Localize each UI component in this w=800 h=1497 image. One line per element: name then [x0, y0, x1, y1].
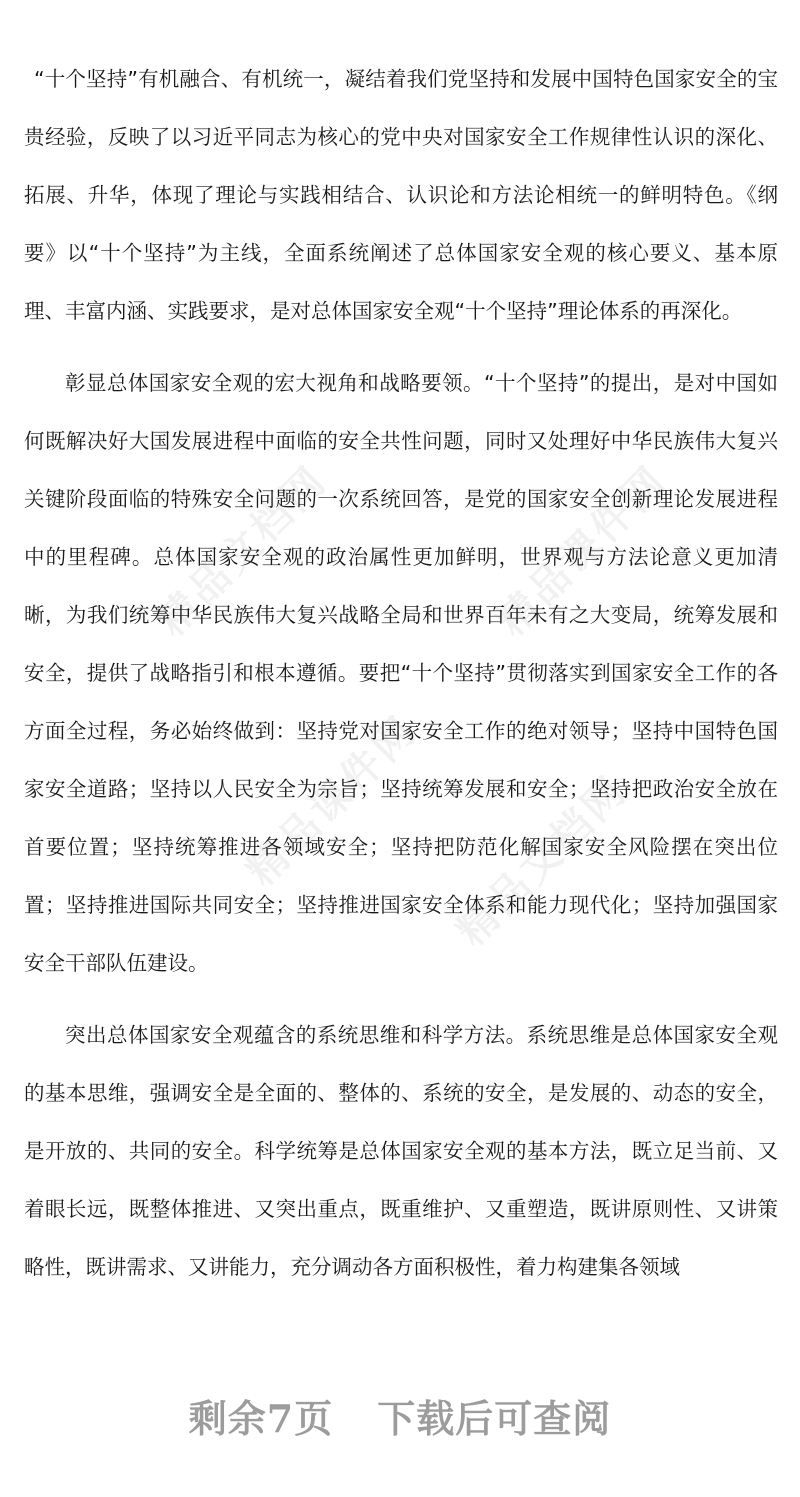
- watermark-text: 精品课件网: [238, 706, 427, 896]
- watermark-text: 精品文档网: [448, 766, 637, 956]
- download-hint-label: 下载后可查阅: [377, 1396, 612, 1441]
- paragraph: 彰显总体国家安全观的宏大视角和战略要领。“十个坚持”的提出，是对中国如何既解决好大国发展进程中面临的安全共性问题，同时又处理好中华民族伟大复兴关键阶段面临的特殊安全问题的一次系统回答，是党的国家安全创新理论发展进程中的里程碑。总体国家安全观的政治属性更加鲜明，世界观与方法论意义更加清晰，为我们统筹中华民族伟大复兴战略全局和世界百年未有之大变局，统筹发展和安全，提供了战略指引和根本遵循。要把“十个坚持”贯彻落实到国家安全工作的各方面全过程，务必始终做到：坚持党对国家安全工作的绝对领导；坚持中国特色国家安全道路；坚持以人民安全为宗旨；坚持统筹发展和安全；坚持把政治安全放在首要位置；坚持统筹推进各领域安全；坚持把防范化解国家安全风险摆在突出位置；坚持推进国际共同安全；坚持推进国家安全体系和能力现代化；坚持加强国家安全干部队伍建设。: [24, 371, 778, 975]
- remaining-pages-notice[interactable]: [0, 1388, 800, 1443]
- watermark-text: 精品文档网: [148, 456, 337, 646]
- paragraph: 突出总体国家安全观蕴含的系统思维和科学方法。系统思维是总体国家安全观的基本思维，强调安全是全面的、整体的、系统的安全，是发展的、动态的安全，是开放的、共同的安全。科学统筹是总体国家安全观的基本方法，既立足当前、又着眼长远，既整体推进、又突出重点，既重维护、又重塑造，既讲原则性、又讲策略性，既讲需求、又讲能力，充分调动各方面积极性，着力构建集各领域: [24, 1023, 778, 1279]
- remaining-pages-label: 剩余7页: [188, 1396, 334, 1441]
- document-body: [24, 50, 778, 1296]
- paragraph: “十个坚持”有机融合、有机统一，凝结着我们党坚持和发展中国特色国家安全的宝贵经验，反映了以习近平同志为核心的党中央对国家安全工作规律性认识的深化、拓展、升华，体现了理论与实践相结合、认识论和方法论相统一的鲜明特色。《纲要》以“十个坚持”为主线，全面系统阐述了总体国家安全观的核心要义、基本原理、丰富内涵、实践要求，是对总体国家安全观“十个坚持”理论体系的再深化。: [24, 67, 778, 323]
- watermark-text: 精品课件网: [488, 456, 677, 646]
